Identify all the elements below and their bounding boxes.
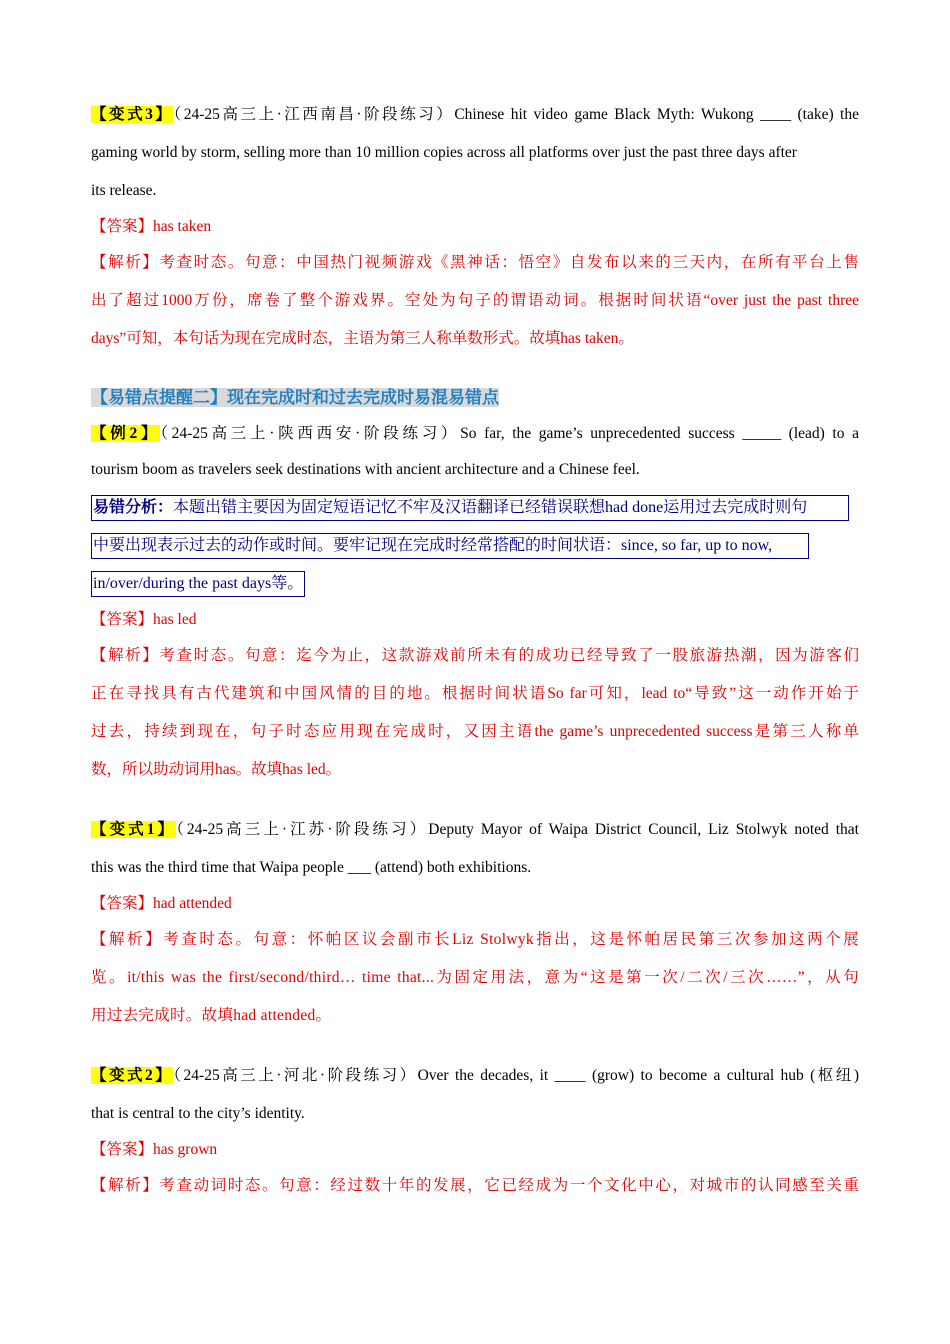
example2-analysis-line1: 【解析】考查时态。句意：迄今为止，这款游戏前所未有的成功已经导致了一股旅游热潮，因为游客们: [91, 647, 859, 664]
variant2-question-line2: that is central to the city’s identity.: [91, 1105, 305, 1122]
variant3-analysis-line2: 出了超过1000万份，席卷了整个游戏界。空处为句子的谓语动词。根据时间状语“over just the past three: [91, 292, 859, 309]
example2-question-line1: [91, 417, 859, 451]
variant3-source: （24-25高三上·江西南昌·阶段练习）: [173, 106, 455, 123]
error-analysis-line1-row: [91, 489, 859, 527]
example2-source: （24-25高三上·陕西西安·阶段练习）: [160, 425, 461, 442]
variant1-answer: 【答案】had attended: [91, 895, 232, 912]
variant3-question-text: Chinese hit video game Black Myth: Wukong ____ (take) the: [454, 106, 859, 123]
variant2-question-line1: [91, 1057, 859, 1095]
variant3-question-line1: [91, 96, 859, 134]
variant3-question-line2: gaming world by storm, selling more than 10 million copies across all platforms over just the past three days after: [91, 144, 797, 161]
variant3-analysis-line3: days”可知，本句话为现在完成时态，主语为第三人称单数形式。故填has taken。: [91, 330, 634, 347]
variant2-answer: 【答案】has grown: [91, 1141, 218, 1158]
variant3-analysis-line1: 【解析】考查时态。句意：中国热门视频游戏《黑神话：悟空》自发布以来的三天内，在所有平台上售: [91, 254, 859, 271]
variant3-answer: 【答案】has taken: [91, 218, 212, 235]
example2-analysis-line3: 过去，持续到现在，句子时态应用现在完成时，又因主语the game’s unprecedented success是第三人称单: [91, 723, 859, 740]
variant1-question-line2: this was the third time that Waipa people ___ (attend) both exhibitions.: [91, 859, 532, 876]
variant2-source: （24-25高三上·河北·阶段练习）: [173, 1067, 418, 1084]
error-analysis-line3: in/over/during the past days等。: [91, 571, 305, 597]
error-analysis-line3-row: [91, 565, 859, 603]
variant2-analysis-line1: 【解析】考查动词时态。句意：经过数十年的发展，它已经成为一个文化中心，对城市的认同感至关重: [91, 1177, 859, 1194]
variant1-question-text: Deputy Mayor of Waipa District Council, Liz Stolwyk noted that: [428, 821, 859, 838]
example2-question-line2: tourism boom as travelers seek destinations with ancient architecture and a Chinese feel.: [91, 461, 640, 478]
variant2-tag: 【变式2】: [91, 1067, 174, 1084]
variant1-analysis-line1: 【解析】考查时态。句意：怀帕区议会副市长Liz Stolwyk指出，这是怀帕居民第三次参加这两个展: [91, 931, 859, 948]
variant2-question-text: Over the decades, it ____ (grow) to become a cultural hub (枢纽): [417, 1067, 859, 1084]
error-analysis-line2: 中要出现表示过去的动作或时间。要牢记现在完成时经常搭配的时间状语：since, so far, up to now,: [91, 533, 809, 559]
error-analysis-line2-row: [91, 527, 859, 565]
variant1-source: （24-25高三上·江苏·阶段练习）: [176, 821, 429, 838]
variant3-question-line3: its release.: [91, 182, 157, 199]
example2-question-text: So far, the game’s unprecedented success _____ (lead) to a: [460, 425, 859, 442]
error-analysis-label: 易错分析：: [93, 499, 174, 516]
variant1-question-line1: [91, 811, 859, 849]
example2-answer: 【答案】has led: [91, 611, 197, 628]
variant1-analysis-line3: 用过去完成时。故填had attended。: [91, 1007, 332, 1024]
error-analysis-text1: 本题出错主要因为固定短语记忆不牢及汉语翻译已经错误联想had done运用过去完成时则句: [173, 499, 808, 516]
example2-analysis-line4: 数，所以助动词用has。故填has led。: [91, 761, 342, 778]
variant1-tag: 【变式1】: [91, 821, 177, 838]
example2-analysis-line2: 正在寻找具有古代建筑和中国风情的目的地。根据时间状语So far可知，lead to“导致”这一动作开始于: [91, 685, 859, 702]
section-heading: 【易错点提醒二】现在完成时和过去完成时易混易错点: [91, 388, 499, 407]
error-analysis-line1: [91, 495, 849, 521]
document-page: [91, 96, 859, 1205]
variant3-tag: 【变式3】: [91, 106, 174, 123]
variant1-analysis-line2: 览。it/this was the first/second/third… time that...为固定用法，意为“这是第一次/二次/三次……”，从句: [91, 969, 859, 986]
example2-tag: 【例2】: [91, 425, 161, 442]
section-heading-row: [91, 380, 859, 417]
